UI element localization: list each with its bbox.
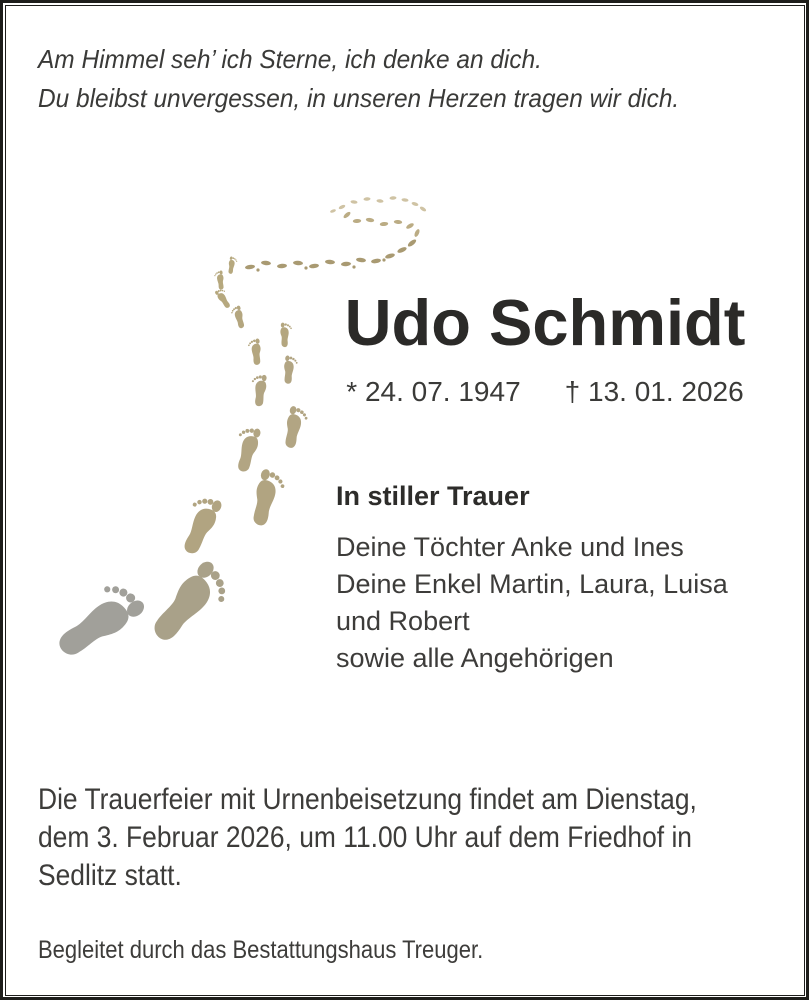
mourning-header: In stiller Trauer bbox=[336, 481, 530, 511]
mourner-line: sowie alle Angehörigen bbox=[336, 643, 614, 673]
mourners-list bbox=[336, 529, 728, 677]
funeral-info bbox=[38, 781, 697, 895]
mourner-line: Deine Enkel Martin, Laura, Luisa bbox=[336, 569, 728, 599]
name-block bbox=[325, 286, 765, 408]
mourner-line: und Robert bbox=[336, 606, 470, 636]
quote-line-2: Du bleibst unvergessen, in unseren Herzen tragen wir dich. bbox=[38, 83, 680, 113]
funeral-line: Sedlitz statt. bbox=[38, 859, 182, 892]
trail-dashes-mid bbox=[342, 211, 420, 238]
mourner-line: Deine Töchter Anke und Ines bbox=[336, 532, 684, 562]
death-date: † 13. 01. 2026 bbox=[564, 376, 744, 407]
funeral-line: dem 3. Februar 2026, um 11.00 Uhr auf dem Friedhof in bbox=[38, 821, 693, 854]
memorial-quote bbox=[38, 40, 679, 118]
trail-dashes-far bbox=[330, 196, 427, 213]
birth-date: * 24. 07. 1947 bbox=[346, 376, 521, 407]
funeral-line: Die Trauerfeier mit Urnenbeisetzung findet am Dienstag, bbox=[38, 783, 697, 816]
quote-line-1: Am Himmel seh’ ich Sterne, ich denke an dich. bbox=[38, 44, 542, 74]
trail-dashes-near bbox=[245, 238, 418, 271]
funeral-home-credit: Begleitet durch das Bestattungshaus Treuger. bbox=[38, 936, 484, 964]
deceased-name: Udo Schmidt bbox=[344, 286, 746, 359]
life-dates bbox=[325, 376, 765, 408]
